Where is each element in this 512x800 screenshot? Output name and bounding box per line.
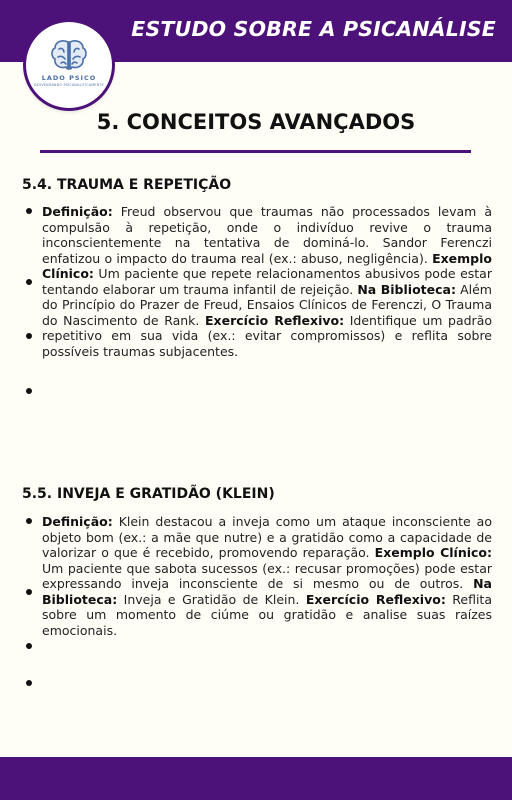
- clinical-example-label: Exemplo Clínico:: [374, 545, 492, 560]
- reflective-exercise-label: Exercício Reflexivo:: [205, 312, 345, 328]
- reflective-exercise-text: Identifique um padrão repetitivo em sua vida (ex.: evitar compromissos) e reflita sobre possíveis traumas subjacentes.: [42, 312, 493, 359]
- bullet-icon: [26, 333, 32, 339]
- bullet-icon: [26, 279, 32, 285]
- bullet-icon: [26, 643, 32, 649]
- section-heading-trauma: 5.4. TRAUMA E REPETIÇÃO: [22, 177, 232, 193]
- clinical-example-label: Exemplo Clínico:: [42, 250, 492, 281]
- logo-name: LADO PSICO: [41, 73, 97, 82]
- reflective-exercise-label: Exercício Reflexivo:: [305, 591, 446, 607]
- clinical-example-text: Um paciente que repete relacionamentos abusivos pode estar tentando elaborar um trauma infantil de rejeição.: [42, 266, 492, 297]
- bullet-icon: [26, 518, 32, 524]
- header-title: ESTUDO SOBRE A PSICANÁLISE: [131, 17, 496, 41]
- logo-tagline: DESVENDANDO PSICANALITICAMENTE: [34, 82, 104, 87]
- bullet-icon: [26, 589, 32, 595]
- reflective-exercise-text: Reflita sobre um momento de ciúme ou gratidão e analise suas raízes emocionais.: [42, 591, 492, 638]
- section-body-envy-gratitude: [42, 514, 492, 638]
- page-title: 5. CONCEITOS AVANÇADOS: [96, 110, 416, 134]
- library-text: Inveja e Gratidão de Klein.: [117, 591, 306, 607]
- bullet-icon: [26, 208, 32, 214]
- library-text: Além do Princípio do Prazer de Freud, Ensaios Clínicos de Ferenczi, O Trauma do Nascimento de Rank.: [42, 281, 492, 328]
- clinical-example-text: Um paciente que sabota sucessos (ex.: recusar promoções) pode estar expressando inveja inconsciente de si mesmo ou de outros.: [42, 560, 492, 591]
- bullet-icon: [26, 388, 32, 394]
- library-label: Na Biblioteca:: [357, 281, 456, 297]
- definition-text: Klein destacou a inveja como um ataque inconsciente ao objeto bom (ex.: a mãe que nutre) e a gratidão como a capacidade de valorizar o que é recebido, promovendo reparação.: [42, 514, 492, 560]
- logo: [26, 22, 112, 108]
- library-label: Na Biblioteca:: [42, 576, 492, 607]
- section-heading-envy-gratitude: 5.5. INVEJA E GRATIDÃO (KLEIN): [22, 486, 275, 502]
- brain-icon: [49, 38, 89, 72]
- definition-label: Definição:: [42, 514, 113, 529]
- footer-bar: [0, 757, 512, 800]
- definition-text: Freud observou que traumas não processados levam à compulsão à repetição, onde o indivíduo revive o trauma inconscientemente na tentativa de dominá-lo. Sandor Ferenczi enfatizou o impacto do trauma real (ex.: abuso, negligência).: [42, 204, 492, 266]
- definition-label: Definição:: [42, 204, 113, 219]
- title-divider: [40, 150, 471, 153]
- bullet-icon: [26, 680, 32, 686]
- section-body-trauma: [42, 204, 492, 359]
